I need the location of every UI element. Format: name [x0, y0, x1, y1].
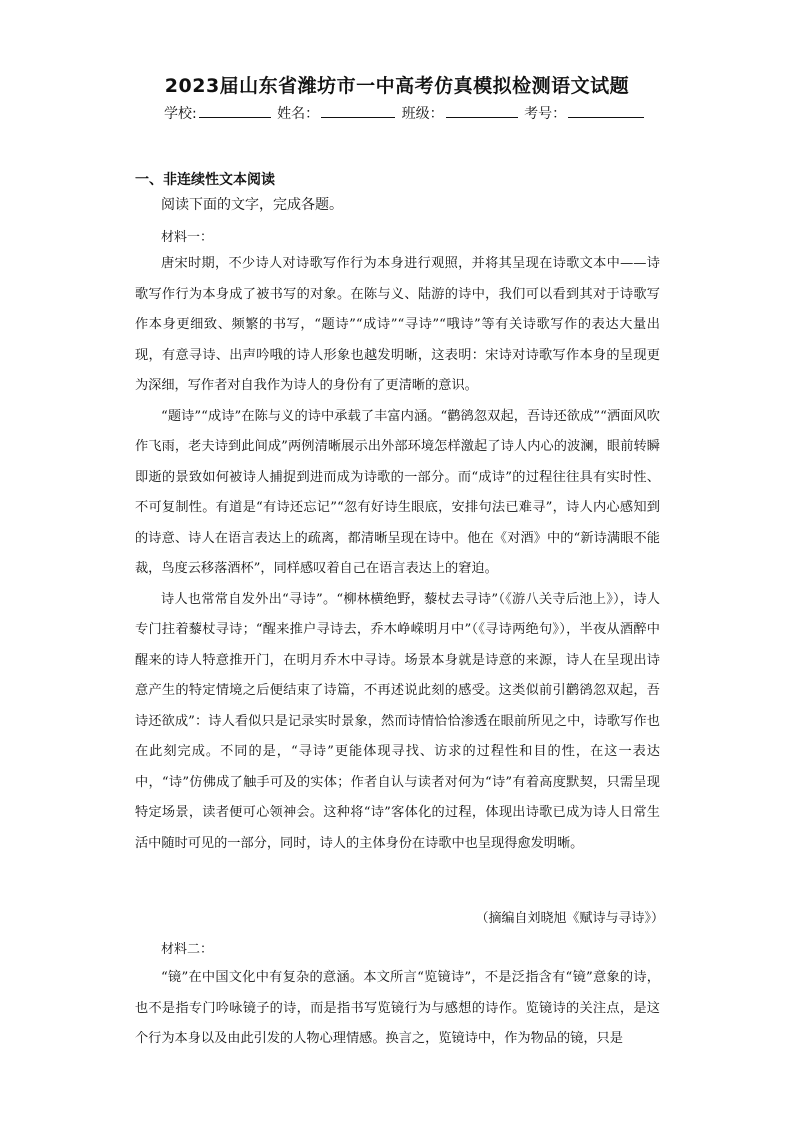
- student-info-line: [164, 103, 646, 123]
- class-label: 班级：: [401, 106, 444, 122]
- section-heading: 一、非连续性文本阅读: [135, 172, 275, 188]
- name-label: 姓名：: [277, 106, 320, 122]
- material1-label: 材料一：: [161, 230, 214, 245]
- material1-source: （摘编自刘晓旭《赋诗与寻诗》）: [475, 911, 664, 926]
- section-instruction: 阅读下面的文字，完成各题。: [161, 197, 343, 213]
- exam-no-label: 考号：: [524, 106, 567, 122]
- material1-paragraph: 诗人也常常自发外出“寻诗”。“柳林横绝野，藜杖去寻诗”（《游八关寺后池上》），诗人专门拄着藜杖寻诗；“醒来推户寻诗去，乔木峥嵘明月中”（《寻诗两绝句》），半夜从酒醉中醒来的诗人特意推开门，在明月乔木中寻诗。场景本身就是诗意的来源，诗人在呈现出诗意产生的特定情境之后便结束了诗篇，不再述说此刻的感受。这类似前引鹳鹆忽双起，吾诗还欲成”：诗人看似只是记录实时景象，然而诗情恰恰渗透在眼前所见之中，诗歌写作也在此刻完成。不同的是，“寻诗”更能体现寻找、访求的过程性和目的性，在这一表达中，“诗”仿佛成了触手可及的实体；作者自认与读者对何为“诗”有着高度默契，只需呈现特定场景，读者便可心领神会。这种将“诗”客体化的过程，体现出诗歌已成为诗人日常生活中随时可见的一部分，同时，诗人的主体身份在诗歌中也呈现得愈发明晰。: [135, 591, 660, 851]
- name-blank: [321, 103, 395, 118]
- school-blank: [199, 103, 271, 118]
- class-blank: [446, 103, 518, 118]
- material1-paragraph: “题诗”“成诗”在陈与义的诗中承载了丰富内涵。“鹳鹆忽双起，吾诗还欲成”“洒面风吹作飞雨，老夫诗到此间成”两例清晰展示出外部环境怎样激起了诗人内心的波澜，眼前转瞬即逝的景致如何被诗人捕捉到进而成为诗歌的一部分。而“成诗”的过程往往具有实时性、不可复制性。有道是“有诗还忘记”“忽有好诗生眼底，安排句法已难寻”，诗人内心感知到的诗意、诗人在语言表达上的疏离，都清晰呈现在诗中。他在《对酒》中的“新诗满眼不能裁，鸟度云移落酒杯”，同样感叹着自己在语言表达上的窘迫。: [135, 408, 660, 576]
- page-title: 2023届山东省潍坊市一中高考仿真模拟检测语文试题: [164, 75, 630, 97]
- material2-paragraph: “镜”在中国文化中有复杂的意涵。本文所言“览镜诗”，不是泛指含有“镜”意象的诗，也不是指专门吟咏镜子的诗，而是指书写览镜行为与感想的诗作。览镜诗的关注点，是这个行为本身以及由此引发的人物心理情感。换言之，览镜诗中，作为物品的镜，只是: [135, 970, 660, 1046]
- material2-body: [135, 963, 660, 1055]
- school-label: 学校:: [164, 106, 197, 122]
- material2-label: 材料二：: [161, 942, 214, 957]
- material1-paragraph: 唐宋时期，不少诗人对诗歌写作行为本身进行观照，并将其呈现在诗歌文本中——诗歌写作行为本身成了被书写的对象。在陈与义、陆游的诗中，我们可以看到其对于诗歌写作本身更细致、频繁的书写，“题诗”“成诗”“寻诗”“哦诗”等有关诗歌写作的表达大量出现，有意寻诗、出声吟哦的诗人形象也越发明晰，这表明：宋诗对诗歌写作本身的呈现更为深细，写作者对自我作为诗人的身份有了更清晰的意识。: [135, 256, 660, 393]
- exam-no-blank: [568, 103, 644, 118]
- material1-body: [135, 249, 660, 859]
